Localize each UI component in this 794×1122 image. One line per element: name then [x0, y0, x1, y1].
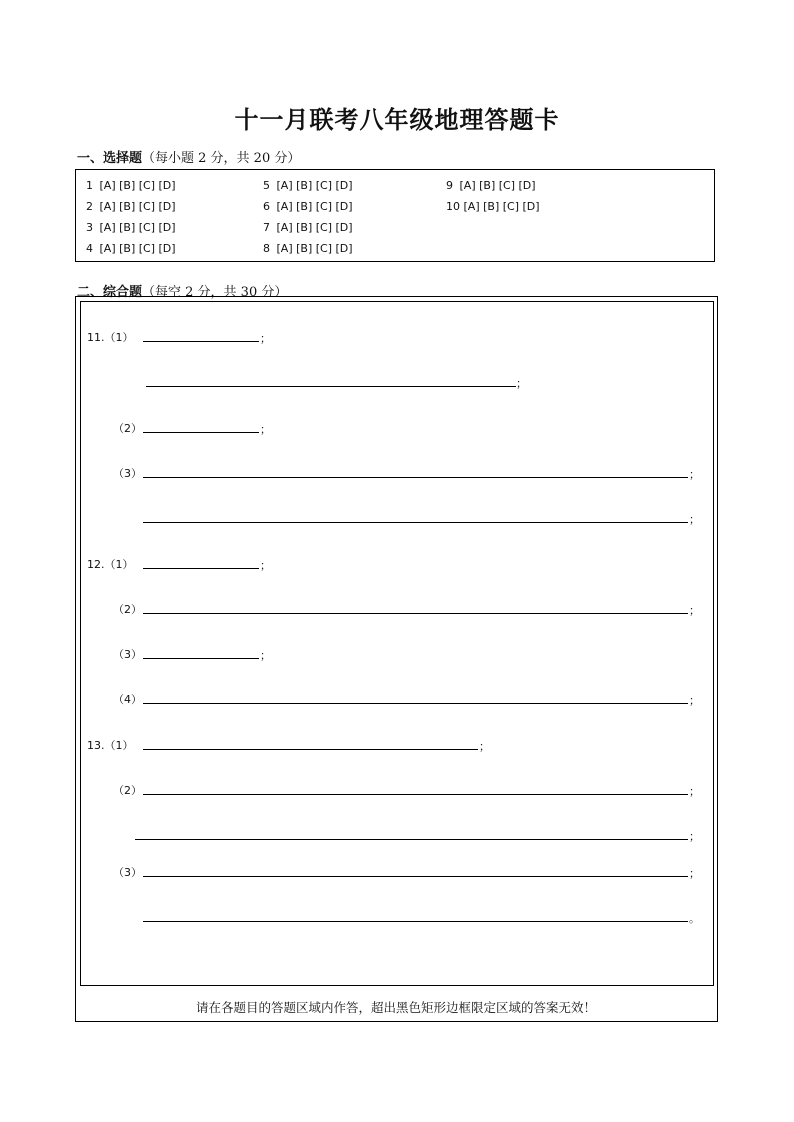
- q12-4-semicolon: ；: [689, 694, 700, 707]
- q11-3-semicolon: ；: [689, 468, 700, 481]
- q12-4-label: （4）: [113, 693, 142, 706]
- q12-2-semicolon: ；: [689, 604, 700, 617]
- section-1-title: 一、选择题: [77, 151, 143, 166]
- q13-3b-period: 。: [689, 912, 700, 925]
- mc-row-10[interactable]: 10 [A] [B] [C] [D]: [446, 200, 540, 213]
- q12-2-answer-line[interactable]: [143, 613, 688, 614]
- section-2-note: （每空 2 分，共 30 分）: [142, 285, 288, 300]
- q12-1-semicolon: ；: [260, 559, 271, 572]
- q13-2b-semicolon: ；: [689, 830, 700, 843]
- q11-2-answer-line[interactable]: [143, 432, 259, 433]
- q13-1-label: 13.（1）: [87, 739, 134, 752]
- q11-2-label: （2）: [113, 422, 142, 435]
- mc-row-6[interactable]: 6 [A] [B] [C] [D]: [263, 200, 353, 213]
- section-1-heading: [77, 147, 300, 166]
- q12-3-answer-line[interactable]: [143, 658, 259, 659]
- q12-2-label: （2）: [113, 603, 142, 616]
- q12-1-answer-line[interactable]: [143, 568, 259, 569]
- q12-3-semicolon: ；: [260, 649, 271, 662]
- q11-3-answer-line[interactable]: [143, 477, 688, 478]
- q13-3-label: （3）: [113, 866, 142, 879]
- section-1-note: （每小题 2 分，共 20 分）: [142, 151, 301, 166]
- q11-1-label: 11.（1）: [87, 331, 134, 344]
- mc-row-5[interactable]: 5 [A] [B] [C] [D]: [263, 179, 353, 192]
- q11-1-semicolon: ；: [260, 332, 271, 345]
- q11-1b-semicolon: ；: [516, 377, 527, 390]
- q12-4-answer-line[interactable]: [143, 703, 688, 704]
- comprehensive-answer-inner-box: [80, 301, 714, 986]
- mc-row-1[interactable]: 1 [A] [B] [C] [D]: [86, 179, 176, 192]
- mc-row-8[interactable]: 8 [A] [B] [C] [D]: [263, 242, 353, 255]
- q13-2-answer-line[interactable]: [143, 794, 688, 795]
- q11-1-answer-line[interactable]: [143, 341, 259, 342]
- mc-row-3[interactable]: 3 [A] [B] [C] [D]: [86, 221, 176, 234]
- q12-1-label: 12.（1）: [87, 558, 134, 571]
- q13-3-answer-line[interactable]: [143, 876, 688, 877]
- q11-3b-semicolon: ；: [689, 513, 700, 526]
- q11-3-label: （3）: [113, 467, 142, 480]
- q13-1-answer-line[interactable]: [143, 749, 478, 750]
- mc-row-7[interactable]: 7 [A] [B] [C] [D]: [263, 221, 353, 234]
- q11-1b-answer-line[interactable]: [146, 386, 516, 387]
- q13-2b-answer-line[interactable]: [135, 839, 688, 840]
- q13-2-label: （2）: [113, 784, 142, 797]
- q11-2-semicolon: ；: [260, 423, 271, 436]
- q13-2-semicolon: ；: [689, 785, 700, 798]
- section-2-title: 二、综合题: [77, 285, 143, 300]
- mc-row-4[interactable]: 4 [A] [B] [C] [D]: [86, 242, 176, 255]
- q11-3b-answer-line[interactable]: [143, 522, 688, 523]
- q13-1-semicolon: ；: [479, 740, 490, 753]
- q13-3b-answer-line[interactable]: [143, 921, 688, 922]
- q13-3-semicolon: ；: [689, 867, 700, 880]
- footer-notice: 请在各题目的答题区域内作答，超出黑色矩形边框限定区域的答案无效！: [195, 1000, 596, 1015]
- q12-3-label: （3）: [113, 648, 142, 661]
- page-title: 十一月联考八年级地理答题卡: [234, 106, 560, 134]
- mc-row-2[interactable]: 2 [A] [B] [C] [D]: [86, 200, 176, 213]
- mc-row-9[interactable]: 9 [A] [B] [C] [D]: [446, 179, 536, 192]
